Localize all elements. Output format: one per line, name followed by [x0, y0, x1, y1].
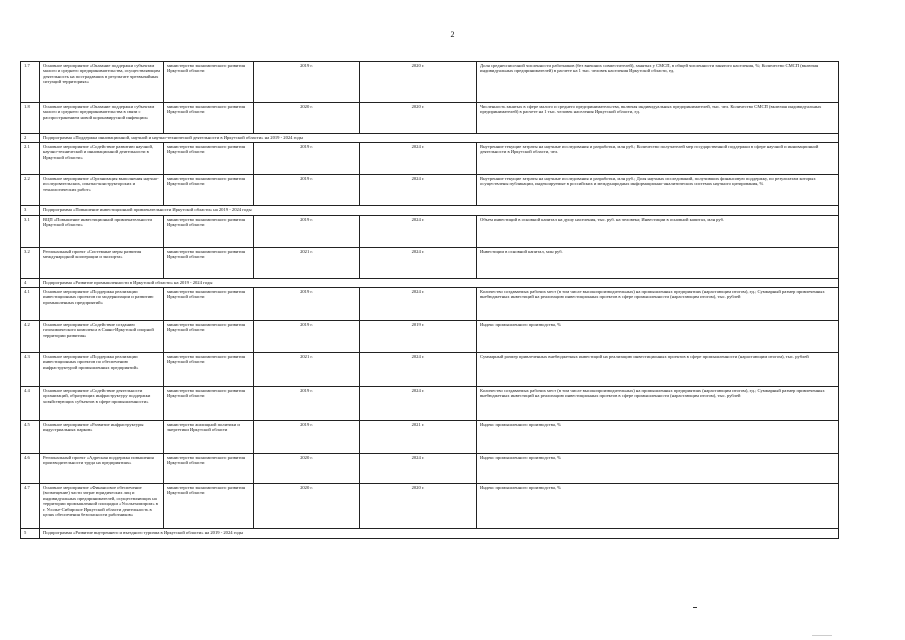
subprogram-title: Подпрограмма «Поддержка инновационной, научной и научно-технической деятельности в Иркутской области» на 2019 - 2024 годы	[40, 134, 839, 143]
executor-cell: министерство экономического развития Иркутской области	[164, 288, 254, 321]
indicators-cell: Индекс промышленного производства, %	[477, 484, 839, 529]
measure-cell: Основное мероприятие «Содействие развитию научной, научно-технической и инновационной деятельности в Иркутской области»	[40, 143, 164, 175]
start-year-cell: 2019 г.	[254, 387, 360, 421]
executor-cell: министерство экономического развития Иркутской области	[164, 353, 254, 387]
table-row	[21, 288, 839, 321]
row-number: 1.8	[21, 103, 40, 134]
measure-cell: Основное мероприятие «Оказание поддержки субъектам малого и среднего предпринимательства в связи с распространением новой коронавирусной инфекции»	[40, 103, 164, 134]
indicators-cell: Индекс промышленного производства, %	[477, 454, 839, 484]
row-number: 4.4	[21, 387, 40, 421]
start-year-cell: 2021 г.	[254, 248, 360, 279]
table-row	[21, 175, 839, 206]
scan-artifact	[812, 635, 832, 636]
start-year-cell: 2020 г.	[254, 454, 360, 484]
row-number: 4.7	[21, 484, 40, 529]
end-year-cell: 2024 г.	[360, 454, 477, 484]
row-number: 4.6	[21, 454, 40, 484]
table-row	[21, 103, 839, 134]
measure-cell: ВЦП «Повышение инвестиционной привлекательности Иркутской области»	[40, 216, 164, 248]
row-number: 3.1	[21, 216, 40, 248]
end-year-cell: 2024 г.	[360, 288, 477, 321]
end-year-cell: 2024 г.	[360, 216, 477, 248]
measure-cell: Основное мероприятие «Поддержка реализации инвестиционных проектов по обеспечению инфраструктурой промышленных предприятий»	[40, 353, 164, 387]
row-number: 4.3	[21, 353, 40, 387]
indicators-cell: Индекс промышленного производства, %	[477, 421, 839, 454]
table-row	[21, 321, 839, 353]
indicators-cell: Внутренние текущие затраты на научные исследования и разработки, млн руб.; Доля научных исследований, получивших финансовую поддержку, по результатам которых осуществлены публикации, индексируемые в российских и международных информационно-аналитических системах научного цитирования, %	[477, 175, 839, 206]
end-year-cell: 2020 г.	[360, 484, 477, 529]
measure-cell: Основное мероприятие «Содействие созданию газохимического комплекса в Саяно-Иркутской опорной территории развития»	[40, 321, 164, 353]
start-year-cell: 2019 г.	[254, 421, 360, 454]
end-year-cell: 2024 г.	[360, 248, 477, 279]
end-year-cell: 2019 г.	[360, 321, 477, 353]
executor-cell: министерство экономического развития Иркутской области	[164, 387, 254, 421]
table-row	[21, 484, 839, 529]
executor-cell: министерство экономического развития Иркутской области	[164, 248, 254, 279]
measure-cell: Региональный проект «Адресная поддержка повышения производительности труда на предприятиях»	[40, 454, 164, 484]
measures-table	[20, 61, 839, 539]
section-row	[21, 529, 839, 539]
end-year-cell: 2024 г.	[360, 143, 477, 175]
measure-cell: Основное мероприятие «Финансовое обеспечение (возмещение) части затрат юридических лиц и индивидуальных предпринимателей, осуществляющих на территории промышленной площадки «Усольехимпром» в г. Усолье-Сибирское Иркутской области деятельность в целях обеспечения безопасности работников»	[40, 484, 164, 529]
executor-cell: министерство жилищной политики и энергетики Иркутской области	[164, 421, 254, 454]
measure-cell: Основное мероприятие «Оказание поддержки субъектам малого и среднего предпринимательства, осуществляющим деятельность на пострадавших в результате чрезвычайных ситуаций территориях»	[40, 62, 164, 103]
section-row	[21, 206, 839, 216]
end-year-cell: 2024 г.	[360, 175, 477, 206]
table-row	[21, 62, 839, 103]
indicators-cell: Индекс промышленного производства, %	[477, 321, 839, 353]
subprogram-title: Подпрограмма «Развитие внутреннего и въездного туризма в Иркутской области» на 2019 - 2024 годы	[40, 529, 839, 539]
end-year-cell: 2024 г.	[360, 353, 477, 387]
executor-cell: министерство экономического развития Иркутской области	[164, 216, 254, 248]
end-year-cell: 2021 г.	[360, 421, 477, 454]
start-year-cell: 2019 г.	[254, 288, 360, 321]
measure-cell: Основное мероприятие «Организация выполнения научно-исследовательских, опытно-конструкторских и технологических работ»	[40, 175, 164, 206]
executor-cell: министерство экономического развития Иркутской области	[164, 321, 254, 353]
table-row	[21, 143, 839, 175]
row-number: 2.2	[21, 175, 40, 206]
section-row	[21, 134, 839, 143]
executor-cell: министерство экономического развития Иркутской области	[164, 143, 254, 175]
start-year-cell: 2020 г.	[254, 103, 360, 134]
subprogram-title: Подпрограмма «Развитие промышленности в Иркутской области» на 2019 - 2024 годы	[40, 279, 839, 288]
row-number: 2	[21, 134, 40, 143]
row-number: 4.1	[21, 288, 40, 321]
indicators-cell: Суммарный размер привлеченных внебюджетных инвестиций на реализацию инвестиционных проектов в сфере промышленности (нарастающим итогом), тыс. рублей	[477, 353, 839, 387]
start-year-cell: 2019 г.	[254, 62, 360, 103]
indicators-cell: Численность занятых в сфере малого и среднего предпринимательства, включая индивидуальных предпринимателей, тыс. чел. Количество СМСП (включая индивидуальных предпринимателей) в расчете на 1 тыс. человек населения Иркутской области, ед.	[477, 103, 839, 134]
executor-cell: министерство экономического развития Иркутской области	[164, 62, 254, 103]
row-number: 4.2	[21, 321, 40, 353]
indicators-cell: Количество создаваемых рабочих мест (в том числе высокопроизводительных) на промышленных предприятиях (нарастающим итогом), ед.; Суммарный размер привлеченных внебюджетных инвестиций на реализацию инвестиционных проектов в сфере промышленности (нарастающим итогом), тыс. рублей	[477, 387, 839, 421]
table-row	[21, 387, 839, 421]
executor-cell: министерство экономического развития Иркутской области	[164, 454, 254, 484]
measure-cell: Основное мероприятие «Поддержка реализации инвестиционных проектов по модернизации и развитию промышленных предприятий»	[40, 288, 164, 321]
table-row	[21, 353, 839, 387]
start-year-cell: 2019 г.	[254, 175, 360, 206]
start-year-cell: 2019 г.	[254, 321, 360, 353]
indicators-cell: Доля среднесписочной численности работников (без внешних совместителей), занятых у СМСП, в общей численности занятого населения, %; Количество СМСП (включая индивидуальных предпринимателей) в расчете на 1 тыс. человек населения Иркутской области, ед.	[477, 62, 839, 103]
start-year-cell: 2019 г.	[254, 143, 360, 175]
start-year-cell: 2019 г.	[254, 216, 360, 248]
table-row	[21, 248, 839, 279]
end-year-cell: 2020 г.	[360, 103, 477, 134]
table-row	[21, 454, 839, 484]
indicators-cell: Объем инвестиций в основной капитал на душу населения, тыс. руб. на человека; Инвестиции в основной капитал, млн руб.	[477, 216, 839, 248]
page-number: 2	[450, 30, 455, 39]
subprogram-title: Подпрограмма «Повышение инвестиционной привлекательности Иркутской области» на 2019 - 2024 годы	[40, 206, 839, 216]
measure-cell: Основное мероприятие «Содействие деятельности организаций, образующих инфраструктуру поддержки хозяйствующих субъектов в сфере промышленности»	[40, 387, 164, 421]
table-row	[21, 421, 839, 454]
measure-cell: Основное мероприятие «Развитие инфраструктуры индустриальных парков»	[40, 421, 164, 454]
indicators-cell: Инвестиции в основной капитал, млн руб.	[477, 248, 839, 279]
start-year-cell: 2020 г.	[254, 484, 360, 529]
end-year-cell: 2020 г.	[360, 62, 477, 103]
measures-table-body	[21, 62, 839, 539]
executor-cell: министерство экономического развития Иркутской области	[164, 103, 254, 134]
indicators-cell: Количество создаваемых рабочих мест (в том числе высокопроизводительных) на промышленных предприятиях (нарастающим итогом), ед.; Суммарный размер привлеченных внебюджетных инвестиций на реализацию инвестиционных проектов в сфере промышленности (нарастающим итогом), тыс. рублей	[477, 288, 839, 321]
row-number: 2.1	[21, 143, 40, 175]
row-number: 3	[21, 206, 40, 216]
measure-cell: Региональный проект «Системные меры развития международной кооперации и экспорта»	[40, 248, 164, 279]
table-row	[21, 216, 839, 248]
row-number: 4	[21, 279, 40, 288]
row-number: 4.5	[21, 421, 40, 454]
end-year-cell: 2024 г.	[360, 387, 477, 421]
row-number: 1.7	[21, 62, 40, 103]
executor-cell: министерство экономического развития Иркутской области	[164, 484, 254, 529]
row-number: 5	[21, 529, 40, 539]
page-mark	[693, 607, 697, 608]
start-year-cell: 2021 г.	[254, 353, 360, 387]
executor-cell: министерство экономического развития Иркутской области	[164, 175, 254, 206]
row-number: 3.2	[21, 248, 40, 279]
indicators-cell: Внутренние текущие затраты на научные исследования и разработки, млн руб.; Количество получателей мер государственной поддержки в сфере научной и инновационной деятельности в Иркутской области, чел.	[477, 143, 839, 175]
section-row	[21, 279, 839, 288]
